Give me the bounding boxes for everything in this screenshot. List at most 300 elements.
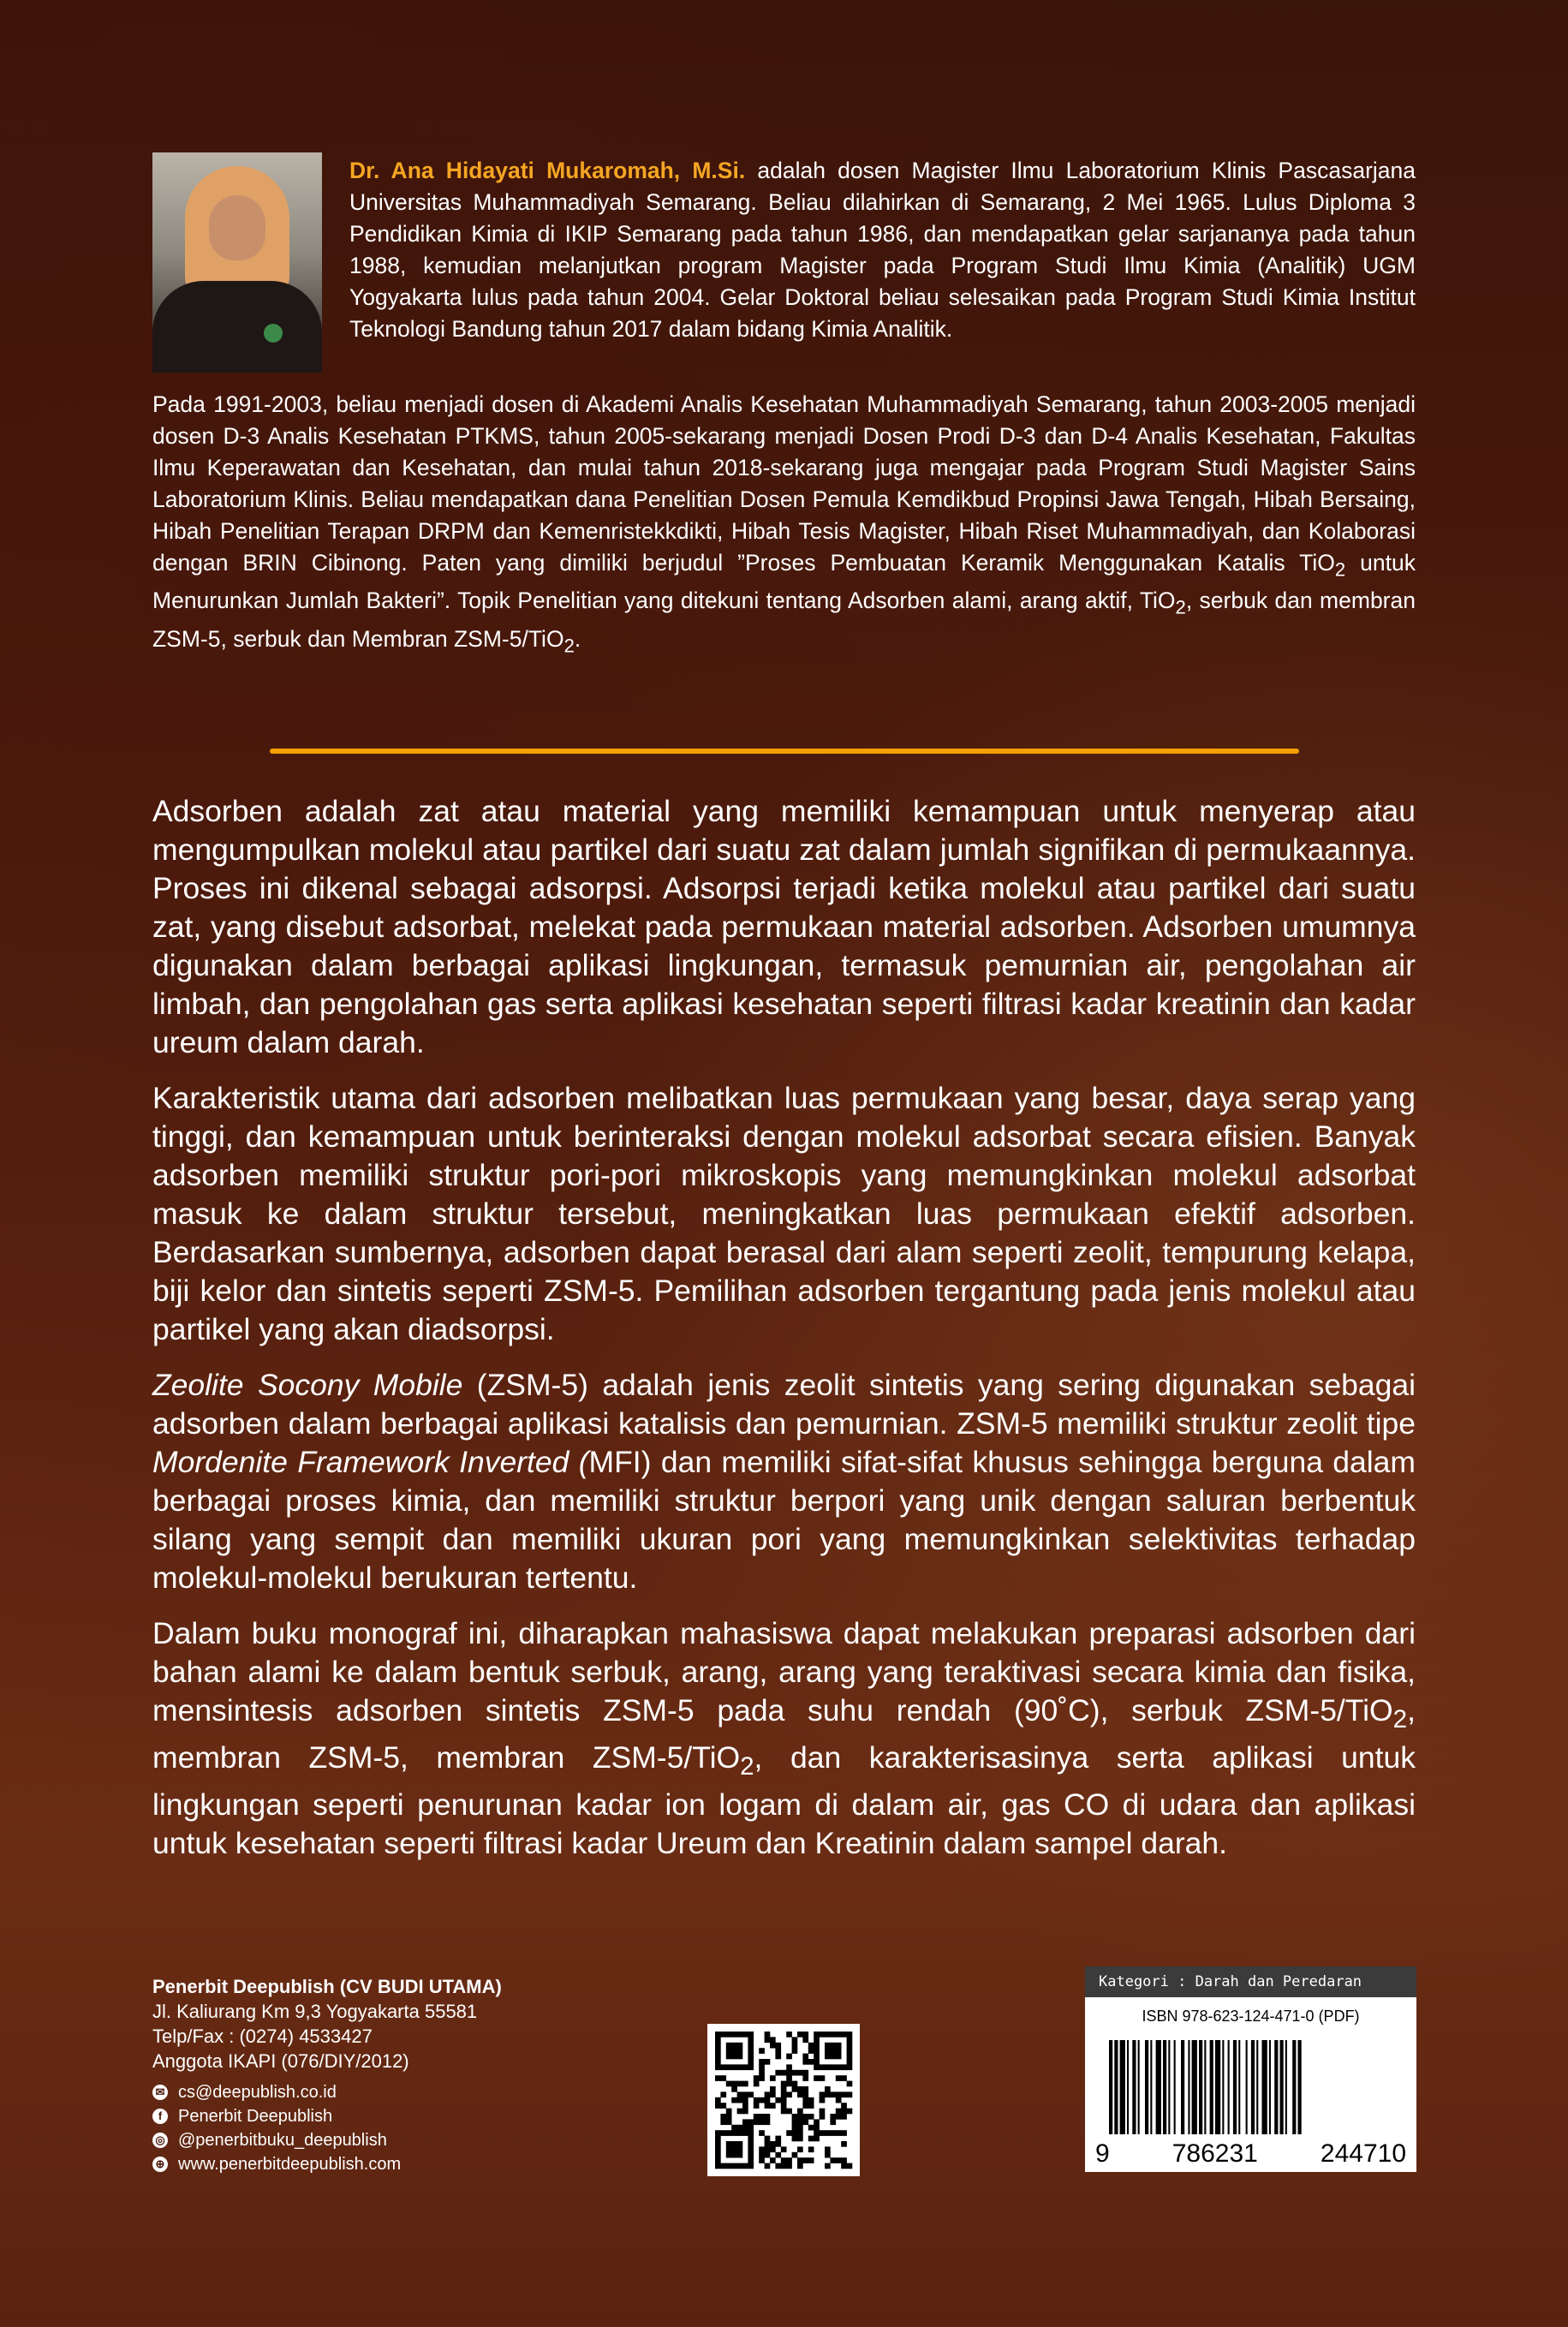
qr-module: [731, 2054, 737, 2060]
qr-module: [792, 2125, 798, 2131]
qr-module: [715, 2146, 721, 2152]
qr-module: [825, 2130, 831, 2136]
qr-module: [759, 2048, 765, 2054]
italic-term-mfi: Mordenite Framework Inverted (: [152, 1445, 589, 1479]
qr-module: [775, 2054, 781, 2060]
barcode-bar: [1238, 2040, 1240, 2134]
qr-module: [731, 2125, 737, 2131]
qr-module: [737, 2146, 743, 2152]
globe-icon: ⊕: [152, 2157, 168, 2172]
qr-module: [731, 2146, 737, 2152]
qr-module: [786, 2075, 792, 2081]
qr-module: [847, 2037, 853, 2043]
qr-module: [765, 2152, 771, 2158]
qr-module: [792, 2081, 798, 2087]
qr-module: [797, 2119, 803, 2125]
barcode-bar: [1233, 2040, 1237, 2134]
qr-module: [754, 2075, 760, 2081]
barcode-bar: [1292, 2040, 1296, 2134]
barcode-bar: [1204, 2040, 1206, 2134]
barcode-bar: [1109, 2040, 1112, 2134]
qr-module: [715, 2097, 721, 2103]
barcode-bar: [1192, 2040, 1197, 2134]
p3-text-b: MFI) dan memiliki sifat-sifat khusus sehingga berguna dalam berbagai proses kimia, dan memiliki struktur berpori yang unik dengan saluran berbentuk silang yang sempit dan memiliki ukuran pori yang memungkinkan selektivitas terhadap molekul-molekul berukuran tertentu.: [152, 1445, 1416, 1595]
qr-module: [720, 2091, 726, 2097]
qr-module: [731, 2032, 737, 2038]
qr-module: [836, 2091, 842, 2097]
qr-module: [726, 2109, 732, 2115]
qr-module: [808, 2048, 814, 2054]
qr-module: [759, 2097, 765, 2103]
p4-text-b: , membran ZSM-5, membran ZSM-5/TiO: [152, 1693, 1416, 1775]
qr-module: [759, 2152, 765, 2158]
barcode-bar: [1285, 2040, 1287, 2134]
qr-module: [797, 2125, 803, 2131]
qr-module: [715, 2130, 721, 2136]
qr-module: [802, 2091, 808, 2097]
qr-module: [814, 2037, 820, 2043]
qr-module: [797, 2136, 803, 2142]
qr-module: [830, 2064, 836, 2070]
qr-module: [797, 2130, 803, 2136]
qr-module: [731, 2048, 737, 2054]
qr-module: [748, 2130, 754, 2136]
qr-module: [737, 2064, 743, 2070]
qr-module: [726, 2146, 732, 2152]
qr-module: [830, 2114, 836, 2120]
qr-module: [820, 2075, 826, 2081]
author-name: Dr. Ana Hidayati Mukaromah, M.Si.: [349, 158, 746, 183]
bio-text-a: Pada 1991-2003, beliau menjadi dosen di Akademi Analis Kesehatan Muhammadiyah Semarang, tahun 2003-2005 menjadi dosen D-3 Analis Kesehatan PTKMS, tahun 2005-sekarang menjadi Dosen Prodi D-3 dan D-4 Analis Kesehatan, Fakultas Ilmu Keperawatan dan Kesehatan, dan mulai tahun 2018-sekarang juga mengajar pada Program Studi Magister Sains Laboratorium Klinis. Beliau mendapatkan dana Penelitian Dosen Pemula Kemdikbud Propinsi Jawa Tengah, Hibah Bersaing, Hibah Penelitian Terapan DRPM dan Kemenristekkdikti, Hibah Tesis Magister, Hibah Riset Muhammadiyah, dan Kolaborasi dengan BRIN Cibinong. Paten yang dimiliki berjudul ”Proses Pembuatan Keramik Menggunakan Katalis TiO: [152, 391, 1416, 576]
qr-module: [781, 2163, 787, 2169]
qr-module: [737, 2109, 743, 2115]
qr-module: [748, 2136, 754, 2142]
qr-module: [797, 2109, 803, 2115]
qr-module: [770, 2037, 776, 2043]
qr-module: [748, 2125, 754, 2131]
barcode-bar: [1132, 2040, 1136, 2134]
qr-module: [808, 2043, 814, 2049]
qr-module: [797, 2146, 803, 2152]
qr-module: [742, 2091, 748, 2097]
qr-module: [775, 2136, 781, 2142]
qr-module: [748, 2054, 754, 2060]
qr-module: [775, 2163, 781, 2169]
qr-module: [720, 2103, 726, 2109]
publisher-info: [152, 1974, 632, 2176]
qr-module: [825, 2163, 831, 2169]
qr-module: [737, 2032, 743, 2038]
qr-module: [814, 2119, 820, 2125]
isbn-number: ISBN 978-623-124-471-0 (PDF): [1142, 2008, 1360, 2025]
qr-module: [737, 2043, 743, 2049]
qr-module: [726, 2048, 732, 2054]
barcode-bar: [1181, 2040, 1184, 2134]
qr-module: [781, 2109, 787, 2115]
qr-module: [814, 2054, 820, 2060]
qr-module: [841, 2130, 847, 2136]
qr-module: [781, 2103, 787, 2109]
qr-module: [847, 2081, 853, 2087]
barcode-bar: [1222, 2040, 1224, 2134]
barcode-bar: [1127, 2040, 1129, 2134]
qr-module: [726, 2152, 732, 2158]
qr-module: [814, 2075, 820, 2081]
qr-module: [765, 2097, 771, 2103]
qr-module: [775, 2070, 781, 2076]
qr-module: [808, 2146, 814, 2152]
qr-module: [775, 2152, 781, 2158]
qr-module: [748, 2091, 754, 2097]
qr-module: [731, 2086, 737, 2092]
qr-module: [814, 2048, 820, 2054]
qr-module: [847, 2059, 853, 2065]
bio-period: .: [574, 625, 581, 652]
qr-module: [726, 2119, 732, 2125]
barcode-bar: [1215, 2040, 1220, 2134]
publisher-member: Anggota IKAPI (076/DIY/2012): [152, 2050, 409, 2072]
qr-module: [737, 2152, 743, 2158]
qr-module: [775, 2048, 781, 2054]
qr-module: [792, 2114, 798, 2120]
qr-module: [786, 2081, 792, 2087]
barcode-bar: [1188, 2040, 1189, 2134]
qr-module: [742, 2119, 748, 2125]
qr-module: [775, 2141, 781, 2147]
qr-module: [841, 2103, 847, 2109]
qr-module: [836, 2064, 842, 2070]
barcode-bar: [1150, 2040, 1152, 2134]
qr-module: [786, 2091, 792, 2097]
qr-module: [781, 2146, 787, 2152]
qr-module: [770, 2091, 776, 2097]
qr-module: [759, 2114, 765, 2120]
qr-module: [720, 2130, 726, 2136]
qr-module: [814, 2064, 820, 2070]
isbn-barcode-panel: [1085, 1966, 1416, 2172]
category-label: Kategori : Darah dan Peredaran: [1085, 1966, 1416, 1997]
qr-module: [775, 2043, 781, 2049]
barcode-digits: [1095, 2139, 1406, 2169]
qr-module: [825, 2048, 831, 2054]
qr-module: [841, 2091, 847, 2097]
subscript-2: 2: [1334, 558, 1346, 581]
barcode-bar: [1262, 2040, 1267, 2134]
qr-module: [836, 2109, 842, 2115]
barcode-bar: [1163, 2040, 1166, 2134]
qr-module: [836, 2075, 842, 2081]
bio-text-c: , serbuk dan membran ZSM-5, serbuk dan Membran ZSM-5/TiO: [152, 588, 1416, 652]
qr-module: [754, 2097, 760, 2103]
qr-module: [770, 2146, 776, 2152]
barcode-digit-first: 9: [1095, 2139, 1110, 2168]
qr-module: [715, 2136, 721, 2142]
qr-module: [841, 2163, 847, 2169]
qr-module: [841, 2064, 847, 2070]
qr-module: [808, 2157, 814, 2163]
qr-module: [814, 2136, 820, 2142]
qr-module: [737, 2091, 743, 2097]
qr-module: [726, 2141, 732, 2147]
qr-module: [715, 2163, 721, 2169]
author-photo-face: [209, 195, 265, 260]
barcode-bar: [1280, 2040, 1284, 2134]
qr-module: [715, 2141, 721, 2147]
qr-module: [742, 2032, 748, 2038]
qr-module: [830, 2054, 836, 2060]
qr-module: [720, 2064, 726, 2070]
qr-module: [802, 2054, 808, 2060]
bio-text-b: untuk Menurunkan Jumlah Bakteri”. Topik Penelitian yang ditekuni tentang Adsorben alami, arang aktif, TiO: [152, 550, 1416, 614]
qr-module: [731, 2163, 737, 2169]
qr-module: [731, 2152, 737, 2158]
barcode-bar: [1298, 2040, 1302, 2134]
barcode-bar: [1168, 2040, 1170, 2134]
qr-module: [781, 2097, 787, 2103]
qr-module: [759, 2059, 765, 2065]
qr-module: [737, 2130, 743, 2136]
qr-module: [754, 2119, 760, 2125]
publisher-name: Penerbit Deepublish (CV BUDI UTAMA): [152, 1976, 502, 1997]
contact-email: [152, 2080, 632, 2104]
qr-module: [715, 2048, 721, 2054]
qr-module: [825, 2032, 831, 2038]
subscript-2: 2: [1392, 1705, 1408, 1734]
qr-module: [847, 2032, 853, 2038]
barcode-bar: [1156, 2040, 1161, 2134]
barcode-bar: [1174, 2040, 1176, 2134]
qr-module: [737, 2054, 743, 2060]
qr-module: [802, 2037, 808, 2043]
author-photo-badge: [264, 324, 283, 343]
qr-module: [814, 2043, 820, 2049]
qr-module: [830, 2032, 836, 2038]
qr-module: [847, 2054, 853, 2060]
qr-module: [814, 2032, 820, 2038]
publisher-phone: Telp/Fax : (0274) 4533427: [152, 2026, 373, 2047]
qr-module: [754, 2081, 760, 2087]
qr-module: [770, 2075, 776, 2081]
qr-module: [802, 2114, 808, 2120]
synopsis-paragraph-4: [152, 1614, 1416, 1863]
qr-module: [715, 2103, 721, 2109]
qr-module: [786, 2064, 792, 2070]
barcode-digits-right: 244710: [1320, 2139, 1406, 2168]
instagram-text: @penerbitbuku_deepublish: [178, 2131, 387, 2150]
qr-module: [731, 2130, 737, 2136]
section-divider: [270, 749, 1299, 754]
qr-module: [742, 2103, 748, 2109]
qr-module: [781, 2070, 787, 2076]
qr-module: [715, 2152, 721, 2158]
qr-module: [786, 2109, 792, 2115]
synopsis: [152, 792, 1416, 1880]
qr-module: [726, 2081, 732, 2087]
qr-module: [836, 2048, 842, 2054]
barcode-bar: [1199, 2040, 1202, 2134]
qr-module: [792, 2043, 798, 2049]
qr-module: [841, 2141, 847, 2147]
qr-module: [830, 2043, 836, 2049]
qr-code: [707, 2024, 860, 2176]
qr-module: [759, 2146, 765, 2152]
qr-module: [820, 2130, 826, 2136]
qr-module: [737, 2048, 743, 2054]
qr-module: [786, 2157, 792, 2163]
qr-module: [814, 2125, 820, 2131]
p4-text-a: Dalam buku monograf ini, diharapkan mahasiswa dapat melakukan preparasi adsorben dari bahan alami ke dalam bentuk serbuk, arang, arang yang teraktivasi secara kimia dan fisika, mensintesis adsorben sintetis ZSM-5 pada suhu rendah (90˚C), serbuk ZSM-5/TiO: [152, 1616, 1416, 1727]
qr-module: [792, 2086, 798, 2092]
qr-module: [802, 2157, 808, 2163]
author-photo: [152, 152, 322, 373]
qr-module: [841, 2109, 847, 2115]
qr-module: [748, 2141, 754, 2147]
qr-module: [836, 2032, 842, 2038]
qr-module: [759, 2075, 765, 2081]
qr-module: [715, 2075, 721, 2081]
author-bio-first: [349, 155, 1416, 345]
qr-module: [742, 2109, 748, 2115]
qr-module: [808, 2125, 814, 2131]
qr-module: [836, 2114, 842, 2120]
qr-module: [802, 2070, 808, 2076]
qr-module: [720, 2114, 726, 2120]
qr-module: [841, 2114, 847, 2120]
qr-module: [759, 2064, 765, 2070]
qr-module: [820, 2114, 826, 2120]
qr-module: [715, 2032, 721, 2038]
qr-module: [814, 2059, 820, 2065]
qr-module: [797, 2157, 803, 2163]
qr-module: [797, 2091, 803, 2097]
qr-module: [715, 2054, 721, 2060]
qr-module: [825, 2146, 831, 2152]
qr-module: [786, 2054, 792, 2060]
qr-module: [847, 2043, 853, 2049]
qr-module: [715, 2157, 721, 2163]
qr-module: [726, 2163, 732, 2169]
qr-module: [802, 2032, 808, 2038]
qr-module: [781, 2081, 787, 2087]
qr-module: [797, 2163, 803, 2169]
qr-module: [808, 2103, 814, 2109]
qr-module: [808, 2114, 814, 2120]
qr-module: [781, 2086, 787, 2092]
qr-module: [748, 2043, 754, 2049]
qr-module: [742, 2097, 748, 2103]
qr-module: [726, 2114, 732, 2120]
qr-module: [770, 2157, 776, 2163]
qr-module: [748, 2157, 754, 2163]
qr-module: [792, 2037, 798, 2043]
qr-module: [715, 2059, 721, 2065]
qr-module: [765, 2119, 771, 2125]
subscript-2: 2: [1175, 596, 1186, 618]
qr-module: [792, 2119, 798, 2125]
qr-module: [726, 2054, 732, 2060]
qr-module: [786, 2130, 792, 2136]
qr-module: [847, 2109, 853, 2115]
qr-module: [737, 2097, 743, 2103]
qr-module: [770, 2141, 776, 2147]
qr-module: [742, 2130, 748, 2136]
contact-facebook: [152, 2104, 632, 2128]
qr-module: [748, 2064, 754, 2070]
qr-module: [825, 2091, 831, 2097]
qr-module: [808, 2059, 814, 2065]
barcode-bar: [1145, 2040, 1148, 2134]
qr-module: [825, 2086, 831, 2092]
qr-module: [726, 2064, 732, 2070]
qr-module: [825, 2064, 831, 2070]
synopsis-paragraph-2: Karakteristik utama dari adsorben melibatkan luas permukaan yang besar, daya serap yang tinggi, dan kemampuan untuk berinteraksi dengan molekul adsorbat secara efisien. Banyak adsorben memiliki struktur pori-pori mikroskopis yang memungkinkan molekul adsorbat masuk ke dalam struktur tersebut, meningkatkan luas permukaan efektif adsorben. Berdasarkan sumbernya, adsorben dapat berasal dari alam seperti zeolit, tempurung kelapa, biji kelor dan sintetis seperti ZSM-5. Pemilihan adsorben tergantung pada jenis molekul atau partikel yang akan diadsorpsi.: [152, 1081, 1416, 1346]
qr-module: [715, 2043, 721, 2049]
barcode-bar: [1228, 2040, 1230, 2134]
barcode-bar: [1256, 2040, 1258, 2134]
qr-module: [792, 2070, 798, 2076]
barcode-digits-left: 786231: [1172, 2139, 1258, 2168]
qr-module: [836, 2043, 842, 2049]
qr-module: [797, 2070, 803, 2076]
qr-module: [847, 2048, 853, 2054]
qr-module: [765, 2163, 771, 2169]
qr-module: [836, 2097, 842, 2103]
qr-module: [748, 2037, 754, 2043]
qr-module: [765, 2103, 771, 2109]
synopsis-paragraph-1: Adsorben adalah zat atau material yang memiliki kemampuan untuk menyerap atau mengumpulkan molekul atau partikel dari suatu zat dalam jumlah signifikan di permukaannya. Proses ini dikenal sebagai adsorpsi. Adsorpsi terjadi ketika molekul atau partikel dari suatu zat, yang disebut adsorbat, melekat pada permukaan material adsorben. Adsorben umumnya digunakan dalam berbagai aplikasi lingkungan, termasuk pemurnian air, pengolahan air limbah, dan pengolahan gas serta aplikasi kesehatan seperti filtrasi kadar kreatinin dan kadar ureum dalam darah.: [152, 794, 1416, 1059]
qr-module: [748, 2163, 754, 2169]
subscript-2: 2: [563, 634, 575, 656]
qr-module: [830, 2157, 836, 2163]
email-icon: ✉: [152, 2085, 168, 2100]
qr-module: [781, 2157, 787, 2163]
barcode-graphic: [1109, 2040, 1392, 2141]
qr-module: [759, 2157, 765, 2163]
qr-module: [731, 2097, 737, 2103]
italic-term-zsm: Zeolite Socony Mobile: [152, 1368, 463, 1402]
qr-module: [742, 2163, 748, 2169]
p3-text-a: (ZSM-5) adalah jenis zeolit sintetis yang sering digunakan sebagai adsorben dalam berbagai aplikasi katalisis dan pemurnian. ZSM-5 memiliki struktur zeolit tipe: [152, 1368, 1416, 1441]
qr-module: [797, 2114, 803, 2120]
qr-module: [836, 2157, 842, 2163]
qr-module: [836, 2054, 842, 2060]
qr-module: [754, 2103, 760, 2109]
qr-module: [765, 2114, 771, 2120]
qr-module: [765, 2141, 771, 2147]
qr-module: [770, 2086, 776, 2092]
qr-module: [825, 2152, 831, 2158]
qr-module: [742, 2125, 748, 2131]
qr-module: [841, 2032, 847, 2038]
qr-module: [765, 2146, 771, 2152]
qr-module: [759, 2070, 765, 2076]
qr-module: [797, 2086, 803, 2092]
author-bio-text: adalah dosen Magister Ilmu Laboratorium Klinis Pascasarjana Universitas Muhammadiyah Semarang. Beliau dilahirkan di Semarang, 2 Mei 1965. Lulus Diploma 3 Pendidikan Kimia di IKIP Semarang pada tahun 1986, dan mendapatkan gelar sarjananya pada tahun 1988, kemudian melanjutkan program Magister pada Program Studi Ilmu Kimia (Analitik) UGM Yogyakarta lulus pada tahun 2004. Gelar Doktoral beliau selesaikan pada Program Studi Kimia Institut Teknologi Bandung tahun 2017 dalam bidang Kimia Analitik.: [349, 158, 1416, 342]
qr-module: [720, 2119, 726, 2125]
qr-module: [731, 2043, 737, 2049]
email-text: cs@deepublish.co.id: [178, 2083, 337, 2102]
qr-module: [765, 2091, 771, 2097]
qr-module: [765, 2136, 771, 2142]
author-bio-second: [152, 389, 1416, 661]
qr-module: [770, 2103, 776, 2109]
qr-module: [797, 2032, 803, 2038]
qr-module: [737, 2141, 743, 2147]
qr-module: [792, 2152, 798, 2158]
author-photo-jacket: [152, 281, 322, 373]
qr-module: [786, 2032, 792, 2038]
qr-module: [742, 2081, 748, 2087]
